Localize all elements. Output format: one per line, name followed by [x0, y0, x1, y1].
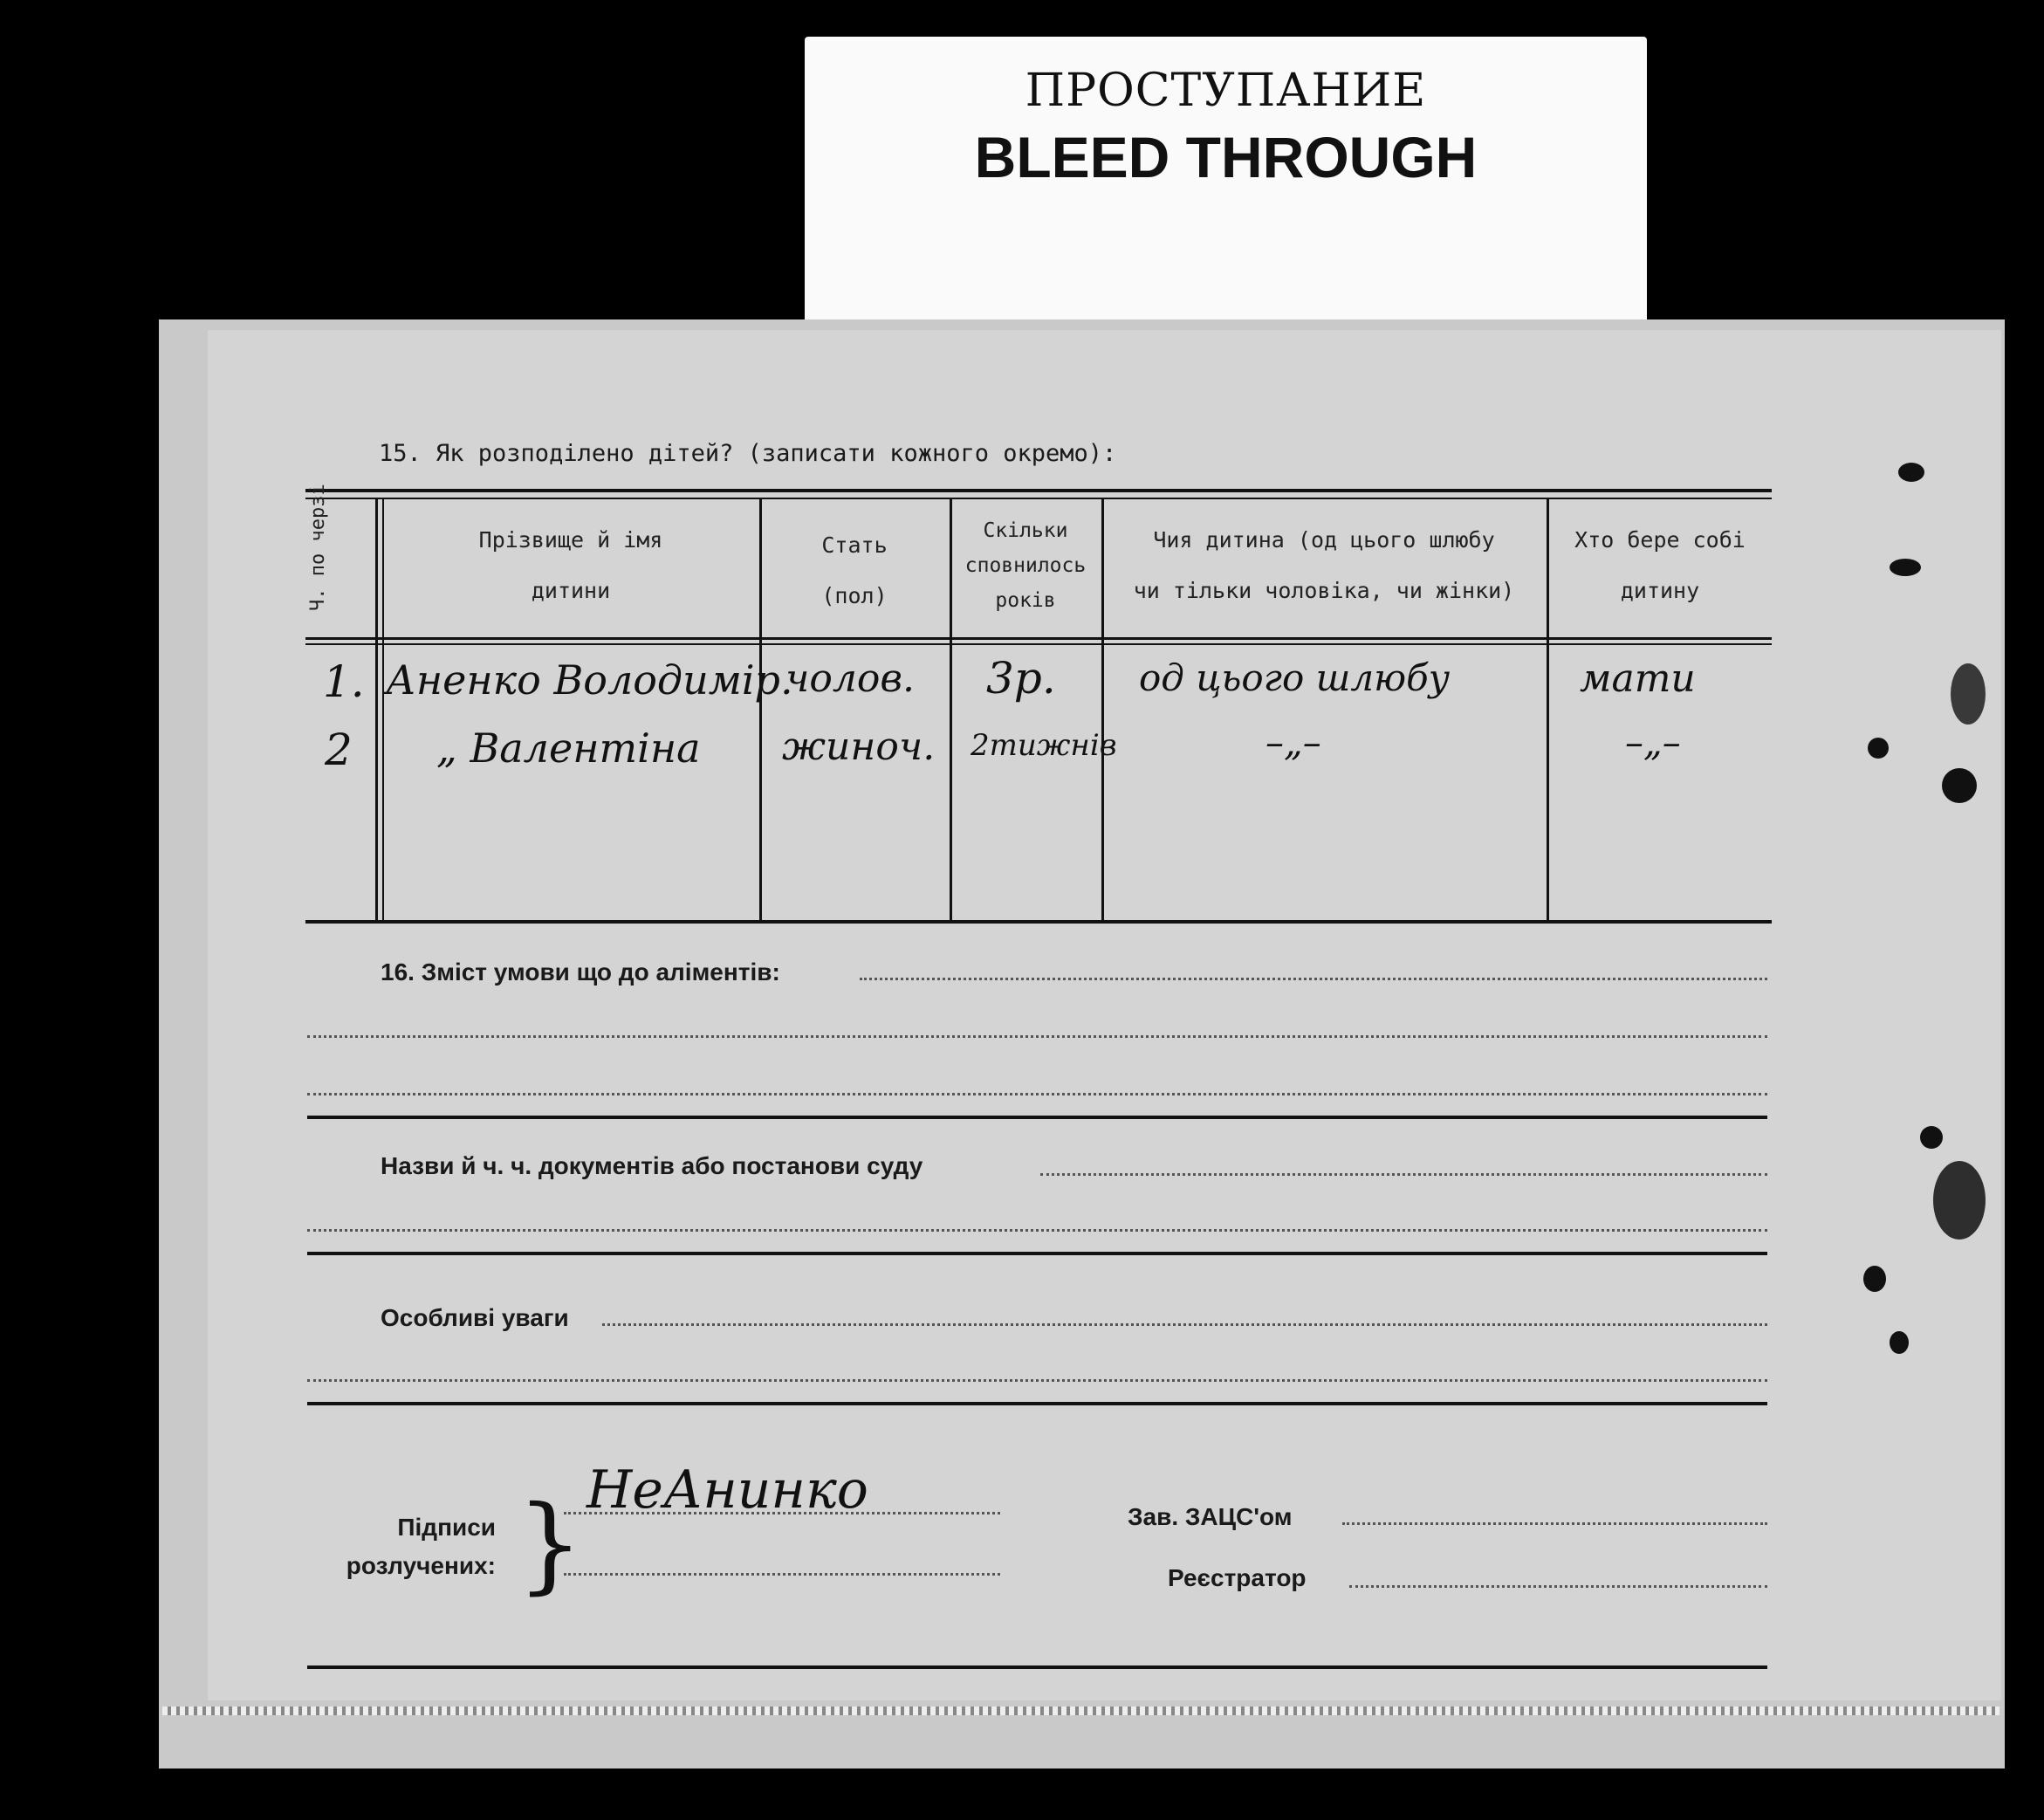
- row2-who-takes: –„–: [1625, 721, 1681, 764]
- registrar-signature-line: [1349, 1585, 1767, 1588]
- signature-line-1: [564, 1512, 1000, 1514]
- head-signature-line: [1342, 1522, 1767, 1525]
- ink-blot: [1920, 1126, 1943, 1149]
- alimony-line: [307, 1093, 1767, 1095]
- label-russian: ПРОСТУПАНИЕ: [1025, 65, 1427, 117]
- row1-age: 3р.: [986, 653, 1056, 704]
- head-of-registry-label: Зав. ЗАЦС'ом: [1128, 1503, 1293, 1530]
- remarks-line: [307, 1379, 1767, 1382]
- perforated-edge: [162, 1707, 1999, 1715]
- header-who-takes: Хто бере собі дитину: [1574, 527, 1746, 603]
- header-sex: Стать (пол): [821, 532, 888, 608]
- row1-who-takes: мати: [1580, 656, 1696, 701]
- label-english: BLEED THROUGH: [974, 125, 1478, 189]
- section15-title: 15. Як розподілено дітей? (записати кожного окремо):: [379, 440, 1117, 467]
- documents-line: [1040, 1173, 1767, 1176]
- header-name: Прізвище й імя дитини: [478, 527, 663, 603]
- table-header-rule-thin: [305, 643, 1772, 645]
- ink-blot: [1933, 1161, 1986, 1240]
- bleed-through-label: [805, 37, 1647, 325]
- header-number: Ч. по черзі: [307, 484, 329, 611]
- row2-sex: жиноч.: [782, 725, 936, 769]
- signatures-label: Підписи розлучених:: [346, 1514, 496, 1579]
- row1-number: 1.: [323, 656, 365, 707]
- row2-name: „ Валентіна: [436, 725, 701, 772]
- documents-line: [307, 1229, 1767, 1232]
- col-divider: [375, 498, 378, 920]
- remarks-line: [602, 1323, 1767, 1326]
- table-bottom-rule: [305, 920, 1772, 924]
- row1-whose: од цього шлюбу: [1139, 656, 1451, 699]
- alimony-line: [860, 978, 1767, 980]
- table-top-rule-thin: [305, 498, 1772, 499]
- row2-age: 2тижнів: [971, 728, 1117, 763]
- documents-label: Назви й ч. ч. документів або постанови суду: [381, 1152, 923, 1179]
- section16-title: 16. Зміст умови що до аліментів:: [381, 958, 780, 986]
- section-rule: [307, 1116, 1767, 1119]
- ink-blot: [1868, 738, 1889, 759]
- header-whose: Чия дитина (од цього шлюбу чи тільки чоловіка, чи жінки): [1133, 527, 1515, 603]
- row1-name: Аненко Володимір.: [386, 656, 793, 704]
- table-top-rule: [305, 489, 1772, 492]
- row1-sex: чолов.: [785, 656, 915, 701]
- table-header-rule: [305, 637, 1772, 640]
- ink-blot: [1890, 559, 1921, 576]
- row2-number: 2: [325, 725, 353, 775]
- brace: }: [517, 1484, 584, 1605]
- bottom-rule: [307, 1665, 1767, 1669]
- ink-blot: [1942, 768, 1977, 803]
- header-age: Скільки сповнилось років: [964, 519, 1087, 612]
- ink-blot: [1890, 1331, 1909, 1354]
- section-rule: [307, 1252, 1767, 1255]
- row2-whose: –„–: [1265, 721, 1321, 764]
- divorcee-signature: НеАнинко: [586, 1459, 868, 1521]
- section-rule: [307, 1402, 1767, 1405]
- ink-blot: [1898, 463, 1924, 482]
- registrar-label: Реєстратор: [1168, 1564, 1307, 1591]
- alimony-line: [307, 1035, 1767, 1038]
- ink-blot: [1951, 663, 1986, 725]
- remarks-label: Особливі уваги: [381, 1304, 569, 1331]
- ink-blot: [1863, 1266, 1886, 1292]
- signature-line-2: [564, 1573, 1000, 1576]
